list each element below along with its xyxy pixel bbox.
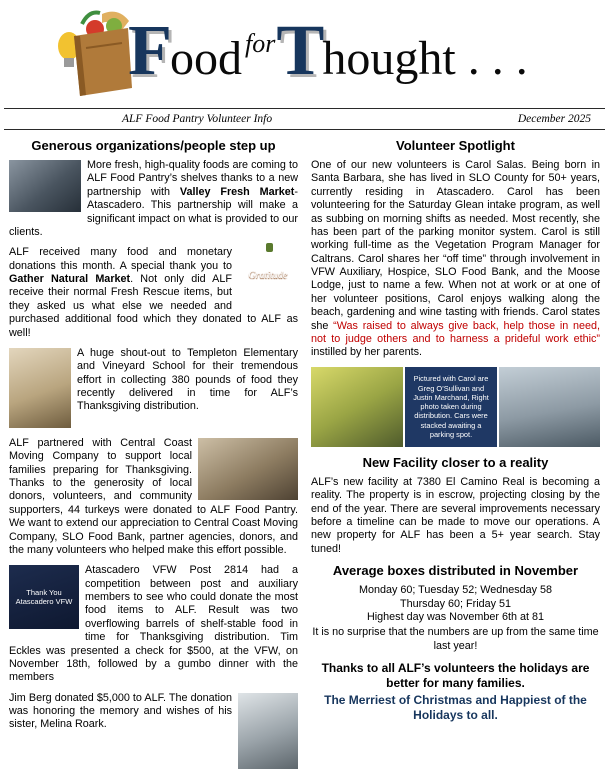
photo-gratitude-pumpkin: [238, 247, 298, 305]
gather-text-2: . Not only did ALF receive their normal Fresh Rescue items, but they asked us what else we needed and purchased additional food which they donated to ALF as well!: [9, 273, 298, 339]
gratitude-label: Gratitude: [248, 270, 288, 282]
title-letter-f: F: [128, 10, 170, 90]
gather-bold: Gather Natural Market: [9, 273, 131, 286]
photo-vfw-thank-you: [9, 565, 79, 629]
right-column: [311, 134, 600, 778]
spotlight-text: One of our new volunteers is Carol Salas. Being born in Santa Barbara, she has lived in SLO County for 50+ years, currently residing in Atascadero. Carol has been volunteering for the Saturday Glean intake program, as well as subbing on morning shifts as needed. Most recently, she has been part of the parking monitor system. Carol is still working full-time as the Vegetation Program Manager for Caltrans. Carol shares her “off time” through involvement in VFW Auxiliary, Hospice, SLO Food Bank, and the Moose Lodge, just to name a few. When not at work or at one of her volunteer positions, Carol enjoys walking along the beach, gardening and wine tasting with friends. Carol states she: [311, 159, 600, 332]
newsletter-title: [128, 6, 528, 95]
boxes-line-1: Monday 60; Tuesday 52; Wednesday 58: [358, 584, 553, 597]
average-boxes-heading: Average boxes distributed in November: [332, 563, 579, 579]
paragraph-school-food-drive: [9, 347, 298, 430]
jim-berg-text: Jim Berg donated $5,000 to ALF. The donation was honoring the memory and wishes of his sister, Melina Roark.: [9, 691, 232, 731]
grocery-bag-icon: [52, 4, 136, 100]
boxes-note: It is no surprise that the numbers are up from the same time last year!: [312, 626, 599, 652]
newsletter-subtitle: ALF Food Pantry Volunteer Info: [122, 112, 273, 125]
photo-caption: Pictured with Carol are Greg O’Sullivan and Justin Marchand, Right photo taken during distribution. Cars were stacked awaiting a parking spot.: [405, 367, 497, 447]
paragraph-jim-berg: [9, 692, 298, 771]
left-column: [9, 134, 298, 778]
volunteer-spotlight-heading: Volunteer Spotlight: [396, 138, 515, 153]
photo-turkey-donation-group: [198, 438, 298, 500]
masthead-rule: [4, 108, 605, 130]
photo-carol-with-volunteers: [311, 367, 403, 447]
paragraph-new-facility: [311, 476, 600, 556]
paragraph-gather-market: [9, 246, 298, 340]
facility-text: ALF’s new facility at 7380 El Camino Real is becoming a reality. The property is in escrow, projecting closing by the end of the year. There are several improvements necessary before a timeline can be made to move our operations. A new property for ALF has been a 5+ year search. Stay tuned!: [311, 475, 600, 555]
paragraph-vfw-competition: [9, 564, 298, 684]
paragraph-turkey-donation: [9, 437, 298, 557]
vfw-photo-label: Thank You Atascadero VFW: [15, 588, 73, 607]
boxes-line-2: Thursday 60; Friday 51: [399, 597, 512, 610]
spotlight-quote: “Was raised to always give back, help those in need, not to judge others and to harness a prideful work ethic”: [311, 319, 600, 345]
school-text: A huge shout-out to Templeton Elementary and Vineyard School for their tremendous effort in collecting 380 pounds of food they recently delivered in time for ALF’s Thanksgiving distribution.: [77, 346, 298, 413]
spotlight-text-2: instilled by her parents.: [311, 346, 423, 359]
title-letter-t: T: [276, 10, 323, 90]
vfw-text: Atascadero VFW Post 2814 had a competition between post and auxiliary members to see who could donate the most food items to ALF. Result was two overflowing barrels of shelf-stable food in time for Thanksgiving distribution. Tim Eckles was presented a check for $500, at the VFW, on November 18th, followed by a gumbo dinner with the members: [9, 564, 298, 684]
title-for: for: [244, 29, 276, 58]
valley-fresh-bold: Valley Fresh Market: [179, 185, 295, 198]
new-facility-heading: New Facility closer to a reality: [362, 454, 549, 470]
closing-thanks: Thanks to all ALF’s volunteers the holidays are better for many families.: [321, 661, 590, 690]
photo-distribution-parking: [499, 367, 600, 447]
issue-date: December 2025: [517, 112, 591, 125]
left-column-heading: Generous organizations/people step up: [31, 138, 276, 153]
spotlight-photo-row: [311, 367, 600, 447]
paragraph-valley-fresh: [9, 159, 298, 239]
photo-jim-berg: [238, 693, 298, 769]
masthead: [0, 0, 609, 108]
valley-fresh-text: More fresh, high-quality foods are coming to ALF Food Pantry’s shelves thanks to a new partnership with: [87, 159, 298, 198]
paragraph-carol-salas: [311, 159, 600, 360]
valley-fresh-text-2: - Atascadero. This partnership will make a significant impact on what is provided to our clients.: [9, 185, 298, 238]
pumpkin-stem: [266, 243, 273, 252]
gather-text: ALF received many food and monetary donations this month. A special thank you to: [9, 246, 232, 272]
closing-holiday-wish: The Merriest of Christmas and Happiest of the Holidays to all.: [324, 692, 587, 722]
title-hought: hought . . .: [322, 32, 528, 85]
photo-valley-fresh-volunteers: [9, 160, 81, 212]
title-ood: ood: [169, 32, 242, 85]
turkey-text: ALF partnered with Central Coast Moving Company to support local families preparing for Thanksgiving. Thanks to the generosity of local donors, volunteers, and community supporters, 44 turkeys were donated to ALF Food Pantry. We want to extend our appreciation to Central Coast Moving Company, SLO Food Bank, partner agencies, donors, and the many volunteers who helped make this effort possible.: [9, 436, 298, 556]
photo-school-food-drive: [9, 348, 71, 428]
boxes-line-3: Highest day was November 6th at 81: [366, 610, 545, 623]
